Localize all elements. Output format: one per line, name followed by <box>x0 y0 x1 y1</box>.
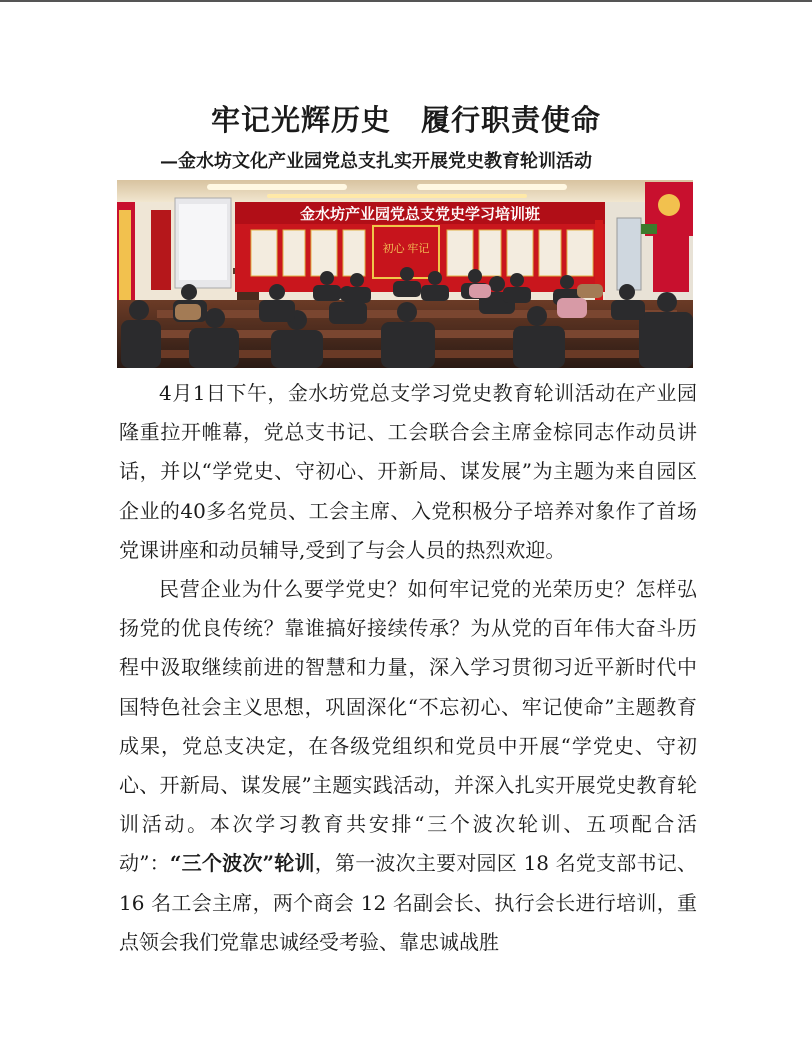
article-title: 牢记光辉历史 履行职责使命 <box>210 103 601 137</box>
banner-text: 金水坊产业园党总支党史学习培训班 <box>299 207 541 223</box>
page-top-border <box>0 0 812 2</box>
poster-text: 初心 牢记 <box>382 243 430 255</box>
event-photo <box>117 180 693 368</box>
emphasis-text: “三个波次”轮训 <box>169 851 315 876</box>
article-paragraph: 民营企业为什么要学党史？如何牢记党的光荣历史？怎样弘扬党的优良传统？靠谁搞好接续传承？为从党的百年伟大奋斗历程中汲取继续前进的智慧和力量，深入学习贯彻习近平新时代中国特色社会主义思想，巩固深化“不忘初心、牢记使命”主题教育成果，党总支决定，在各级党组织和党员中开展“学党史、守初心、开新局、谋发展”主题实践活动，并深入扎实开展党史教育轮训活动。本次学习教育共安排“三个波次轮训、五项配合活动”：“三个波次”轮训，第一波次主要对园区 18 名党支部书记、16 名工会主席，两个商会 12 名副会长、执行会长进行培训，重点领会我们党靠忠诚经受考验、靠忠诚战胜 <box>119 577 697 954</box>
article-subtitle: —金水坊文化产业园党总支扎实开展党史教育轮训活动 <box>160 151 592 172</box>
article-paragraph: 4月1日下午，金水坊党总支学习党史教育轮训活动在产业园隆重拉开帷幕，党总支书记、工会联合会主席金棕同志作动员讲话，并以“学党史、守初心、开新局、谋发展”为主题为来自园区企业的40多名党员、工会主席、入党积极分子培养对象作了首场党课讲座和动员辅导,受到了与会人员的热烈欢迎。 <box>119 381 697 562</box>
article-body <box>119 374 697 962</box>
